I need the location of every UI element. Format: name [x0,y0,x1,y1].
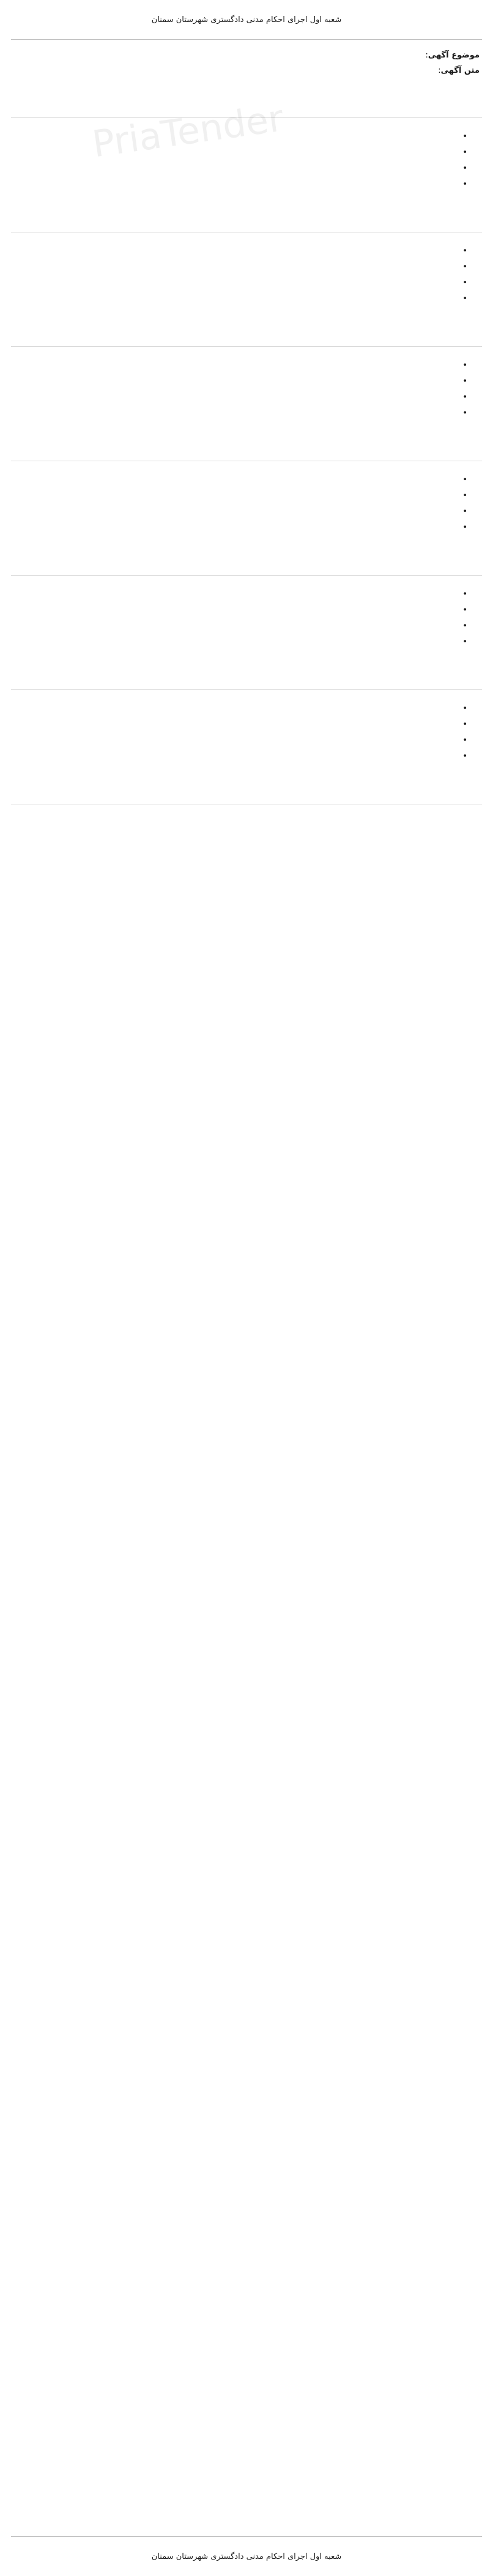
subject-label: موضوع آگهی [428,51,480,60]
section-paragraph [13,654,480,683]
list-item [13,717,467,733]
notice-meta [13,48,480,78]
list-item [13,129,467,145]
watermark-logo: PriaTender [89,97,286,166]
sections-container [11,129,482,804]
list-item [13,161,467,177]
list-item [13,374,467,390]
body-label: متن آگهی [440,65,480,75]
footer-bar [11,2536,482,2576]
list-item [13,733,467,749]
divider [11,346,482,347]
list-item [13,701,467,717]
header-middle: شعبه اول اجرای احکام مدنی دادگستری شهرستان سمنان [151,15,342,24]
list-item [13,634,467,650]
list-item [13,587,467,603]
section-paragraph [13,196,480,226]
list-item [13,243,467,259]
section-paragraph [13,768,480,798]
section-items [13,243,467,307]
section-paragraph [13,425,480,455]
section-items [13,701,467,765]
header-bar [11,0,482,40]
footer-middle: شعبه اول اجرای احکام مدنی دادگستری شهرستان سمنان [151,2552,342,2561]
section-paragraph [13,311,480,340]
list-item [13,603,467,618]
list-item [13,390,467,406]
divider [11,117,482,118]
list-item [13,358,467,374]
list-item [13,488,467,504]
divider [11,575,482,576]
section-items [13,358,467,421]
section-items [13,587,467,650]
list-item [13,275,467,291]
subject-row: موضوع آگهی: [425,51,480,60]
list-item [13,472,467,488]
intro-paragraph [13,82,480,111]
list-item [13,749,467,765]
list-item [13,291,467,307]
closing-paragraph [13,811,480,840]
list-item [13,504,467,520]
section-items [13,472,467,536]
divider [11,689,482,690]
list-item [13,259,467,275]
list-item [13,145,467,161]
list-item [13,618,467,634]
list-item [13,177,467,193]
section-items [13,129,467,193]
list-item [13,520,467,536]
list-item [13,406,467,421]
section-paragraph [13,540,480,569]
body-row: متن آگهی: [438,65,480,75]
